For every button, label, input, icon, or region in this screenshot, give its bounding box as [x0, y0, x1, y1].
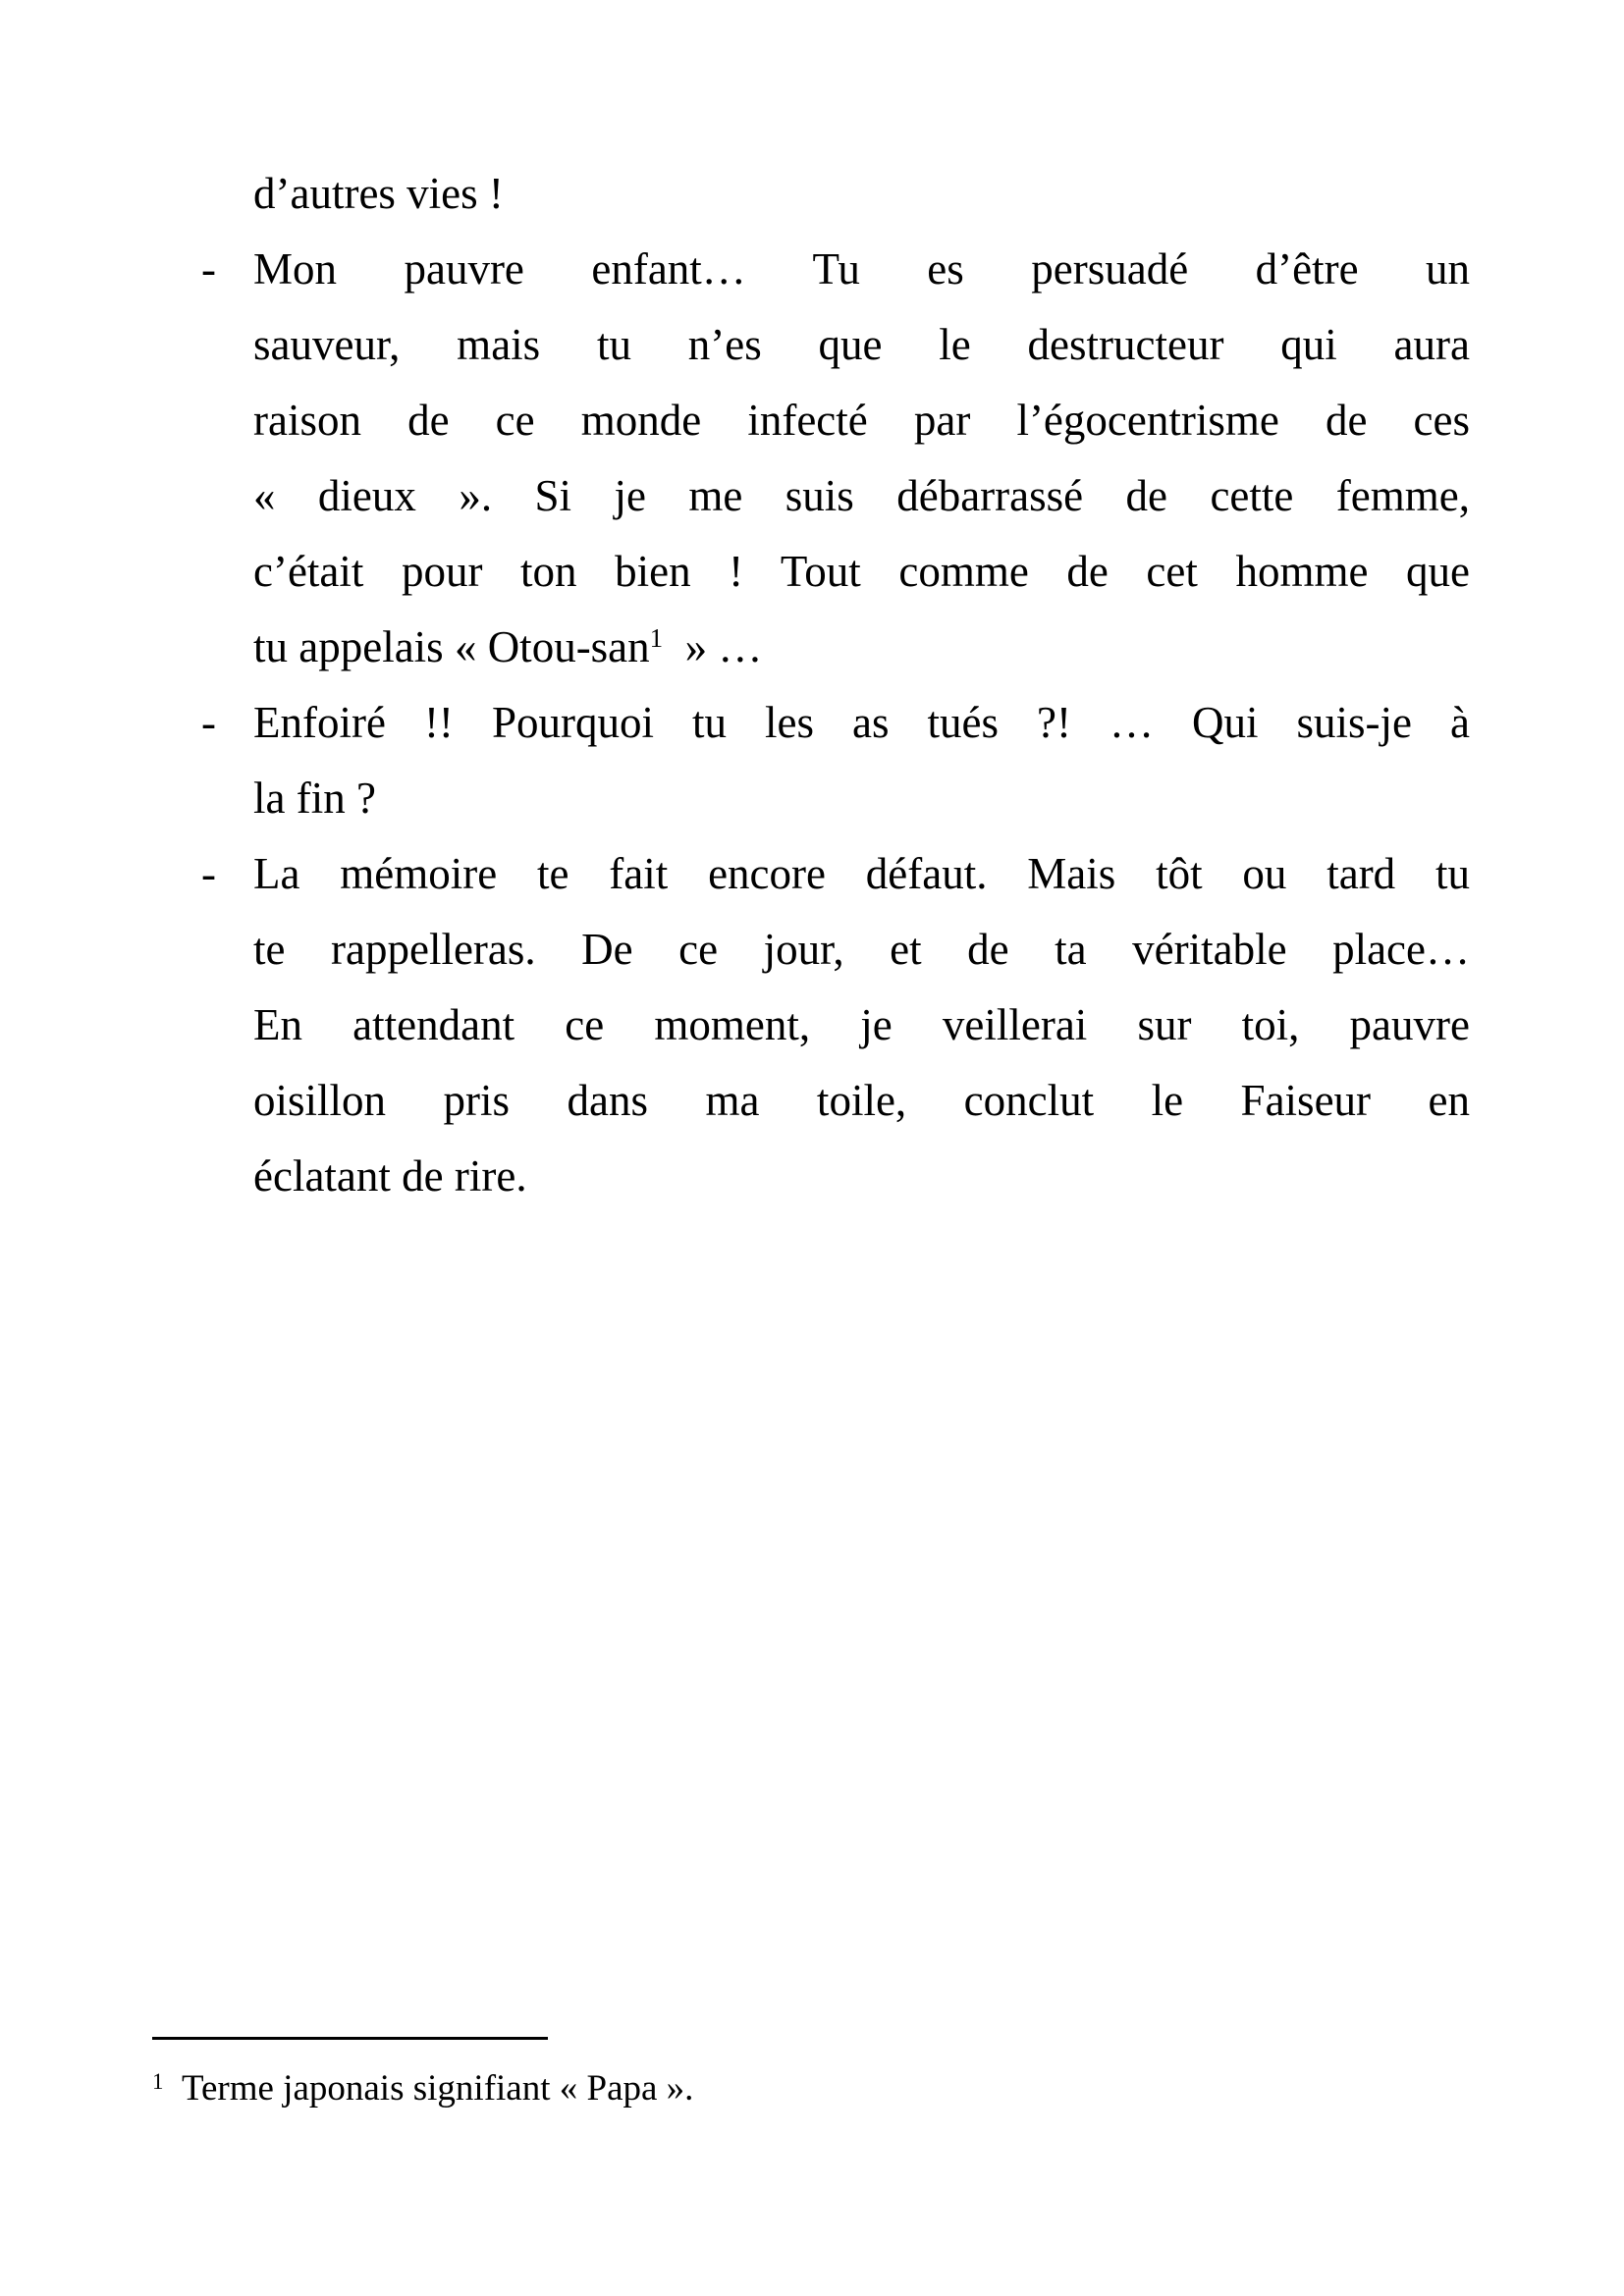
text-line: oisillon pris dans ma toile, conclut le Faiseur en — [253, 1076, 1470, 1125]
text-line — [253, 610, 1470, 685]
footnote-separator — [152, 2037, 548, 2040]
footnote-marker: 1 — [152, 2068, 164, 2094]
text-line — [201, 685, 1470, 761]
dialogue-dash: - — [201, 698, 216, 747]
text-line: c’était pour ton bien ! Tout comme de cet homme que — [253, 547, 1470, 596]
text-line — [201, 232, 1470, 307]
text-line-content: Mon pauvre enfant… Tu es persuadé d’être un — [253, 244, 1470, 294]
paragraph — [201, 685, 1470, 836]
paragraph — [253, 156, 1470, 232]
footnote-reference: 1 — [649, 623, 664, 654]
text-line: raison de ce monde infecté par l’égocentrisme de ces — [253, 396, 1470, 445]
footnote-text: Terme japonais signifiant « Papa ». — [163, 2068, 694, 2109]
text-line — [201, 836, 1470, 912]
dialogue-text — [201, 156, 1470, 1214]
paragraph — [201, 836, 1470, 1214]
text-line-content: Enfoiré !! Pourquoi tu les as tués ?! … Qui suis-je à — [253, 698, 1470, 747]
text-line-content: » … — [663, 622, 763, 671]
dialogue-dash: - — [201, 244, 216, 294]
dialogue-dash: - — [201, 849, 216, 898]
paragraph — [201, 232, 1470, 685]
text-line: « dieux ». Si je me suis débarrassé de cette femme, — [253, 471, 1470, 520]
footnote — [152, 2065, 1468, 2112]
text-line: sauveur, mais tu n’es que le destructeur qui aura — [253, 320, 1470, 369]
text-line-content: tu appelais « Otou-san — [253, 622, 650, 671]
text-line: te rappelleras. De ce jour, et de ta véritable place… — [253, 925, 1470, 974]
text-line: d’autres vies ! — [253, 169, 504, 218]
text-line: la fin ? — [253, 774, 376, 823]
text-line: En attendant ce moment, je veillerai sur toi, pauvre — [253, 1000, 1470, 1049]
text-line-content: La mémoire te fait encore défaut. Mais tôt ou tard tu — [253, 849, 1470, 898]
text-line: éclatant de rire. — [253, 1151, 527, 1201]
